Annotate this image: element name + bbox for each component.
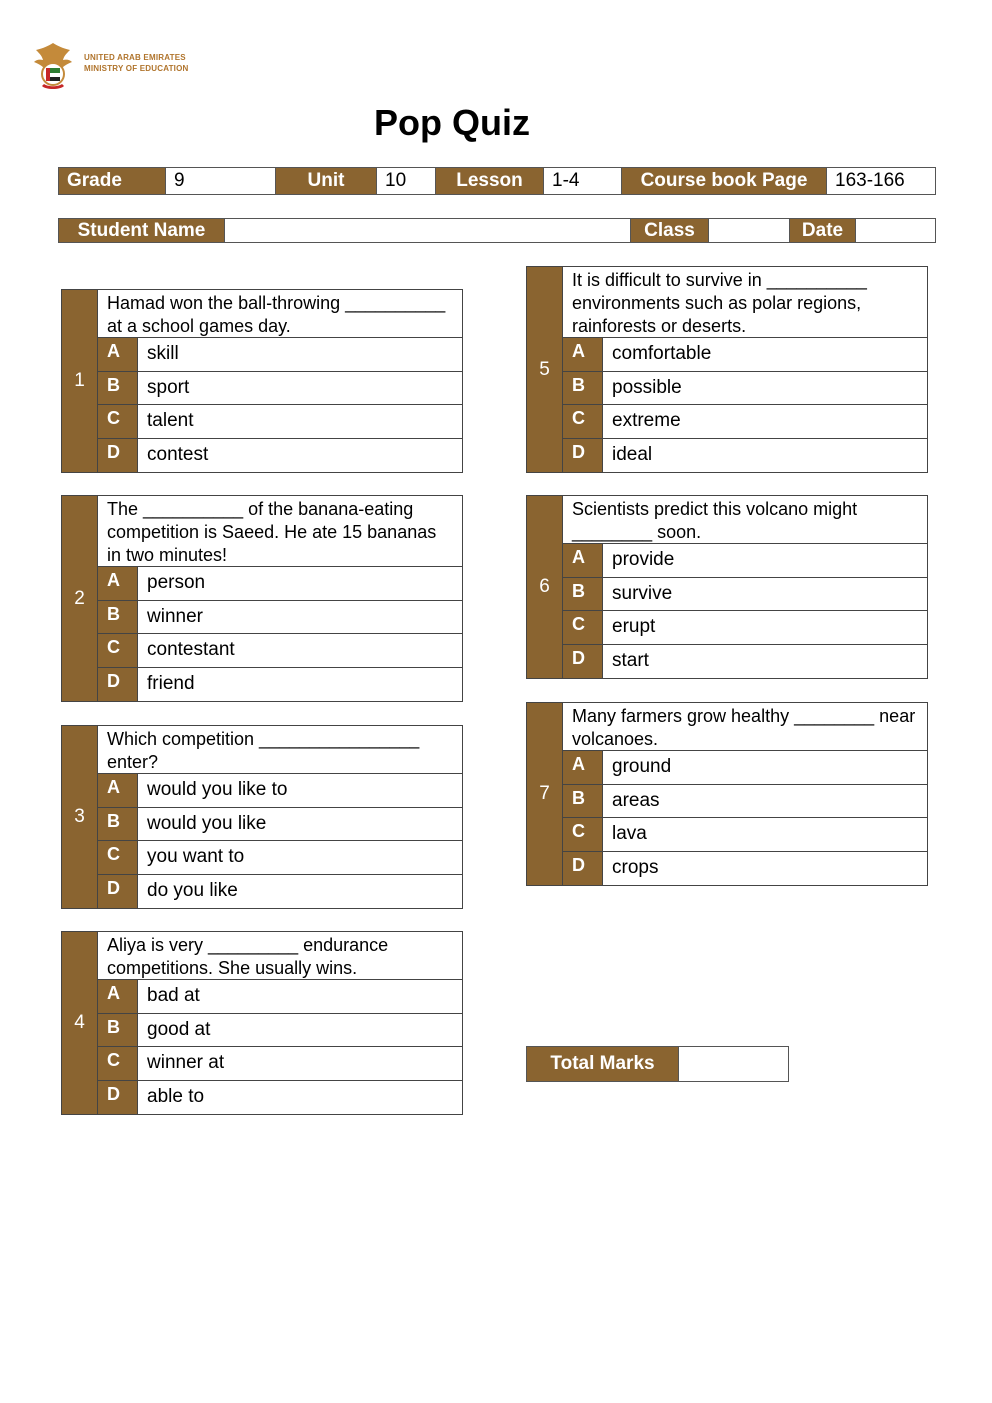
option-text: survive	[612, 582, 673, 604]
option-d[interactable]	[98, 668, 462, 701]
option-letter: B	[98, 372, 138, 405]
option-text: extreme	[612, 410, 681, 431]
option-text: start	[612, 649, 649, 671]
option-letter: C	[563, 405, 603, 438]
option-b[interactable]	[98, 808, 462, 842]
question-stem: The __________ of the banana-eating competition is Saeed. He ate 15 bananas in two minutes!	[98, 496, 462, 567]
grade-value: 9	[166, 168, 276, 194]
course-book-page-label: Course book Page	[622, 168, 827, 194]
option-letter: B	[98, 1014, 138, 1047]
option-text: provide	[612, 549, 675, 570]
option-text: ground	[612, 756, 672, 777]
option-a[interactable]	[563, 751, 927, 785]
date-field[interactable]	[856, 219, 935, 242]
option-letter: D	[98, 439, 138, 472]
org-line-2: MINISTRY OF EDUCATION	[84, 64, 189, 73]
option-letter: A	[98, 567, 138, 600]
option-letter: D	[98, 668, 138, 701]
option-c[interactable]	[563, 611, 927, 645]
question-7	[526, 702, 928, 886]
question-stem: Many farmers grow healthy ________ near volcanoes.	[563, 703, 927, 751]
option-letter: B	[98, 601, 138, 634]
student-name-label: Student Name	[59, 219, 225, 242]
option-c[interactable]	[98, 634, 462, 668]
grade-label: Grade	[59, 168, 166, 194]
date-label: Date	[790, 219, 856, 242]
question-number: 7	[527, 703, 563, 885]
option-text: areas	[612, 789, 660, 811]
question-number: 1	[62, 290, 98, 472]
lesson-value: 1-4	[544, 168, 622, 194]
question-4	[61, 931, 463, 1115]
question-number: 4	[62, 932, 98, 1114]
option-c[interactable]	[98, 405, 462, 439]
option-text: able to	[147, 1085, 205, 1107]
option-letter: A	[98, 338, 138, 371]
option-b[interactable]	[98, 1014, 462, 1048]
option-letter: C	[98, 841, 138, 874]
question-stem: Aliya is very _________ endurance competitions. She usually wins.	[98, 932, 462, 980]
option-letter: A	[563, 338, 603, 371]
option-d[interactable]	[563, 439, 927, 472]
option-c[interactable]	[563, 405, 927, 439]
question-3	[61, 725, 463, 909]
option-b[interactable]	[563, 578, 927, 612]
page-title: Pop Quiz	[374, 102, 530, 143]
course-info-row	[58, 167, 936, 195]
option-text: comfortable	[612, 343, 712, 364]
option-letter: C	[563, 611, 603, 644]
question-stem: Hamad won the ball-throwing __________ at a school games day.	[98, 290, 462, 338]
option-d[interactable]	[563, 645, 927, 678]
uae-emblem-icon	[30, 40, 76, 94]
student-name-field[interactable]	[225, 219, 631, 242]
option-text: do you like	[147, 879, 238, 901]
option-b[interactable]	[563, 372, 927, 406]
option-d[interactable]	[98, 439, 462, 472]
option-letter: D	[98, 1081, 138, 1114]
option-text: skill	[147, 343, 179, 364]
class-label: Class	[631, 219, 709, 242]
option-text: person	[147, 572, 206, 593]
total-marks-label: Total Marks	[527, 1047, 679, 1081]
option-letter: B	[563, 785, 603, 818]
option-text: would you like	[147, 812, 267, 834]
option-text: sport	[147, 376, 190, 398]
question-6	[526, 495, 928, 679]
option-letter: C	[563, 818, 603, 851]
course-book-page-value: 163-166	[827, 168, 935, 194]
unit-label: Unit	[276, 168, 377, 194]
option-text: lava	[612, 823, 647, 844]
option-text: you want to	[147, 846, 245, 867]
question-stem: It is difficult to survive in __________ environments such as polar regions, rainforests or deserts.	[563, 267, 927, 338]
option-a[interactable]	[98, 774, 462, 808]
question-number: 3	[62, 726, 98, 908]
option-letter: B	[563, 578, 603, 611]
student-info-row	[58, 218, 936, 243]
option-text: would you like to	[147, 779, 288, 800]
option-a[interactable]	[563, 544, 927, 578]
option-text: contest	[147, 443, 209, 465]
option-letter: C	[98, 634, 138, 667]
question-stem: Which competition ________________ enter?	[98, 726, 462, 774]
option-text: winner	[147, 605, 203, 627]
option-c[interactable]	[98, 841, 462, 875]
option-letter: C	[98, 1047, 138, 1080]
total-marks-field[interactable]	[679, 1047, 788, 1081]
option-letter: B	[98, 808, 138, 841]
option-letter: A	[98, 774, 138, 807]
option-text: friend	[147, 672, 195, 694]
option-letter: A	[563, 751, 603, 784]
option-b[interactable]	[98, 601, 462, 635]
option-d[interactable]	[563, 852, 927, 885]
question-number: 5	[527, 267, 563, 472]
option-b[interactable]	[98, 372, 462, 406]
option-a[interactable]	[563, 338, 927, 372]
option-d[interactable]	[98, 875, 462, 908]
option-a[interactable]	[98, 980, 462, 1014]
unit-value: 10	[377, 168, 436, 194]
option-c[interactable]	[98, 1047, 462, 1081]
ministry-logo	[30, 40, 200, 94]
option-a[interactable]	[98, 338, 462, 372]
option-letter: D	[563, 439, 603, 472]
question-stem: Scientists predict this volcano might ________ soon.	[563, 496, 927, 544]
option-c[interactable]	[563, 818, 927, 852]
option-letter: D	[563, 645, 603, 678]
option-text: contestant	[147, 639, 235, 660]
option-text: ideal	[612, 443, 653, 465]
question-number: 2	[62, 496, 98, 701]
option-text: erupt	[612, 616, 656, 637]
option-text: winner at	[147, 1052, 225, 1073]
org-line-1: UNITED ARAB EMIRATES	[84, 53, 186, 62]
total-marks-box	[526, 1046, 789, 1082]
option-letter: A	[98, 980, 138, 1013]
option-text: good at	[147, 1018, 211, 1040]
option-text: possible	[612, 376, 682, 398]
option-text: bad at	[147, 985, 200, 1006]
question-1	[61, 289, 463, 473]
option-text: talent	[147, 410, 194, 431]
question-number: 6	[527, 496, 563, 678]
option-letter: B	[563, 372, 603, 405]
lesson-label: Lesson	[436, 168, 544, 194]
option-letter: D	[98, 875, 138, 908]
option-letter: A	[563, 544, 603, 577]
option-b[interactable]	[563, 785, 927, 819]
option-a[interactable]	[98, 567, 462, 601]
option-d[interactable]	[98, 1081, 462, 1114]
class-field[interactable]	[709, 219, 790, 242]
option-text: crops	[612, 856, 659, 878]
option-letter: D	[563, 852, 603, 885]
question-5	[526, 266, 928, 473]
option-letter: C	[98, 405, 138, 438]
question-2	[61, 495, 463, 702]
